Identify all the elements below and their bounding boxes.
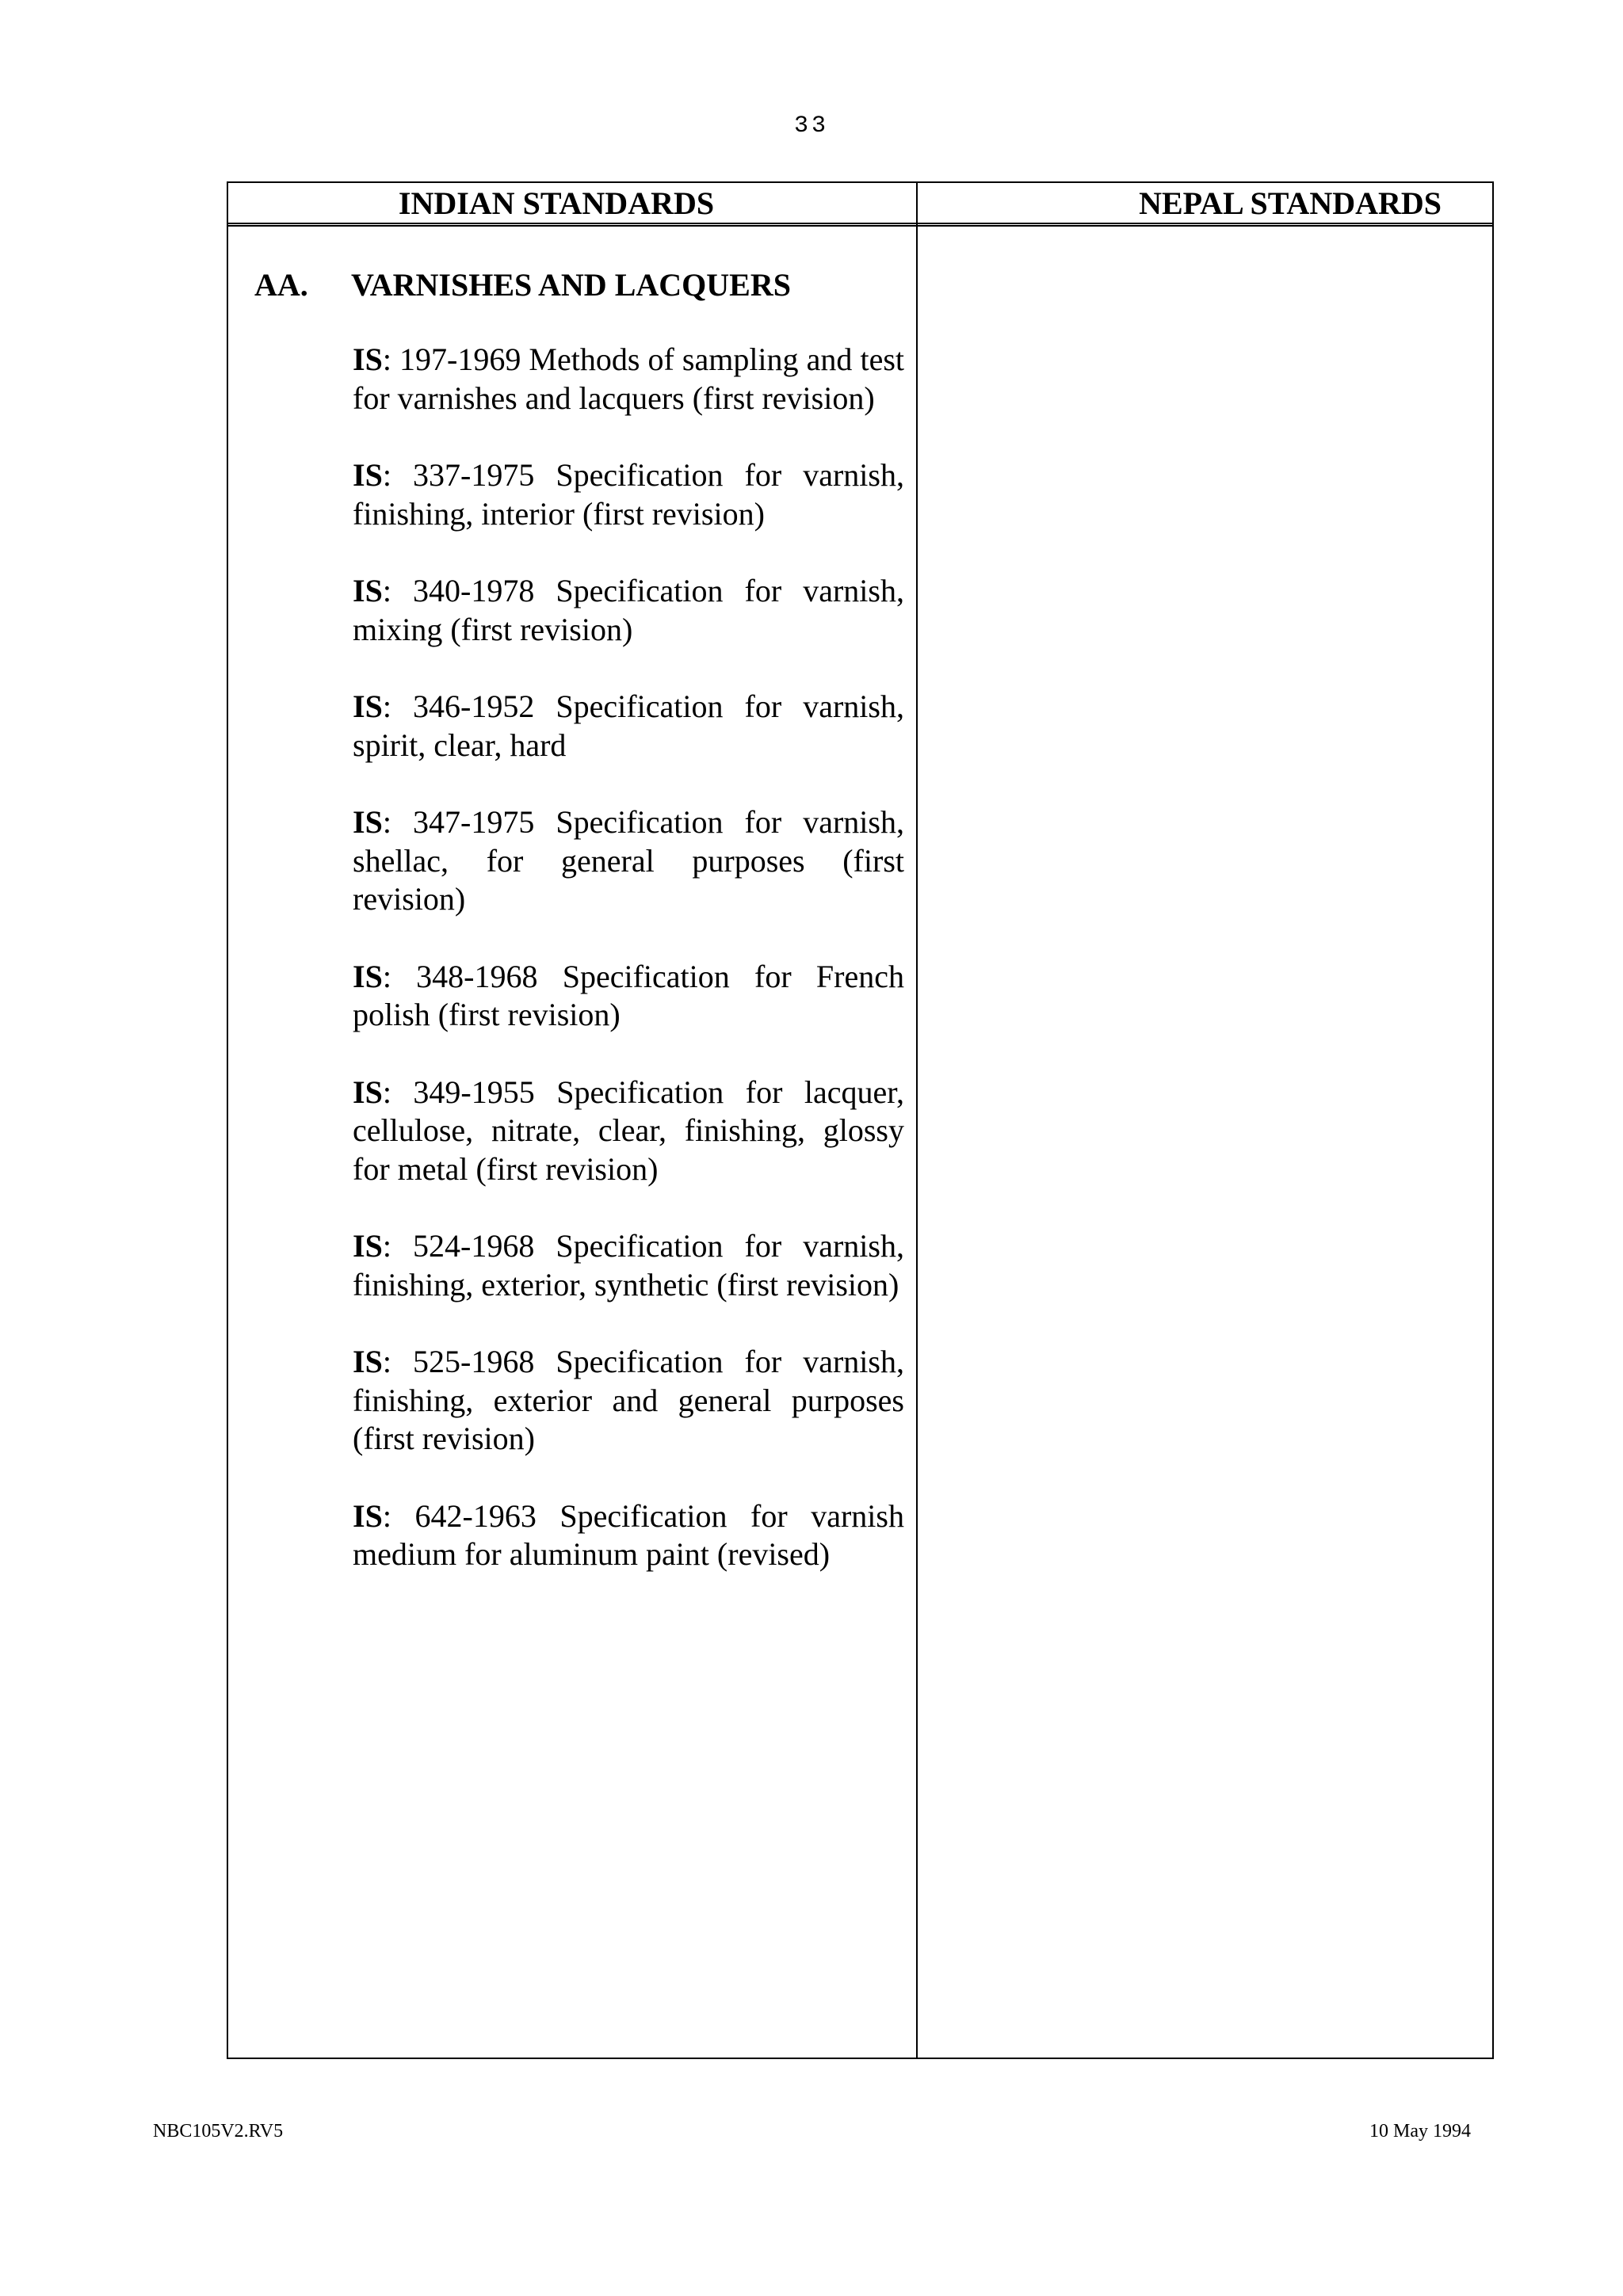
entry-prefix: IS bbox=[353, 688, 383, 724]
entry-text: : 348-1968 Specification for French polish (first revision) bbox=[353, 958, 904, 1032]
entry-text: : 349-1955 Specification for lacquer, cellulose, nitrate, clear, finishing, glossy for metal (first revision) bbox=[353, 1074, 904, 1187]
nepal-standards-header: NEPAL STANDARDS bbox=[1139, 185, 1442, 221]
entry-text: : 340-1978 Specification for varnish, mixing (first revision) bbox=[353, 573, 904, 647]
entry-text: : 347-1975 Specification for varnish, shellac, for general purposes (first revision) bbox=[353, 804, 904, 917]
entry-prefix: IS bbox=[353, 958, 383, 994]
section-letter: AA. bbox=[254, 267, 308, 303]
standard-entry bbox=[353, 688, 904, 765]
standard-entry bbox=[353, 1074, 904, 1189]
standard-entry bbox=[353, 803, 904, 919]
header-double-rule bbox=[228, 225, 1492, 227]
entry-prefix: IS bbox=[353, 1074, 383, 1110]
section-title: VARNISHES AND LACQUERS bbox=[351, 267, 791, 303]
standards-list bbox=[353, 341, 904, 1613]
entry-prefix: IS bbox=[353, 457, 383, 493]
entry-text: : 525-1968 Specification for varnish, finishing, exterior and general purposes (first revision) bbox=[353, 1344, 904, 1456]
entry-prefix: IS bbox=[353, 1228, 383, 1264]
standard-entry bbox=[353, 1497, 904, 1574]
standard-entry bbox=[353, 1343, 904, 1459]
entry-prefix: IS bbox=[353, 341, 383, 377]
standard-entry bbox=[353, 958, 904, 1035]
entry-prefix: IS bbox=[353, 1497, 383, 1534]
standard-entry bbox=[353, 572, 904, 649]
entry-text: : 524-1968 Specification for varnish, finishing, exterior, synthetic (first revision) bbox=[353, 1228, 904, 1302]
column-divider bbox=[916, 183, 918, 2058]
entry-text: : 197-1969 Methods of sampling and test for varnishes and lacquers (first revision) bbox=[353, 341, 904, 416]
section-heading bbox=[254, 266, 791, 304]
entry-prefix: IS bbox=[353, 573, 383, 608]
standard-entry bbox=[353, 341, 904, 418]
page-number: 33 bbox=[793, 113, 829, 139]
entry-text: : 346-1952 Specification for varnish, spirit, clear, hard bbox=[353, 688, 904, 763]
footer-document-code: NBC105V2.RV5 bbox=[153, 2121, 284, 2142]
entry-text: : 642-1963 Specification for varnish medium for aluminum paint (revised) bbox=[353, 1497, 904, 1572]
standard-entry bbox=[353, 1227, 904, 1304]
footer-date: 10 May 1994 bbox=[1369, 2121, 1471, 2142]
standards-table bbox=[227, 181, 1494, 2059]
indian-standards-header: INDIAN STANDARDS bbox=[398, 185, 715, 221]
entry-prefix: IS bbox=[353, 804, 383, 840]
entry-prefix: IS bbox=[353, 1344, 383, 1379]
entry-text: : 337-1975 Specification for varnish, finishing, interior (first revision) bbox=[353, 457, 904, 532]
standard-entry bbox=[353, 456, 904, 533]
